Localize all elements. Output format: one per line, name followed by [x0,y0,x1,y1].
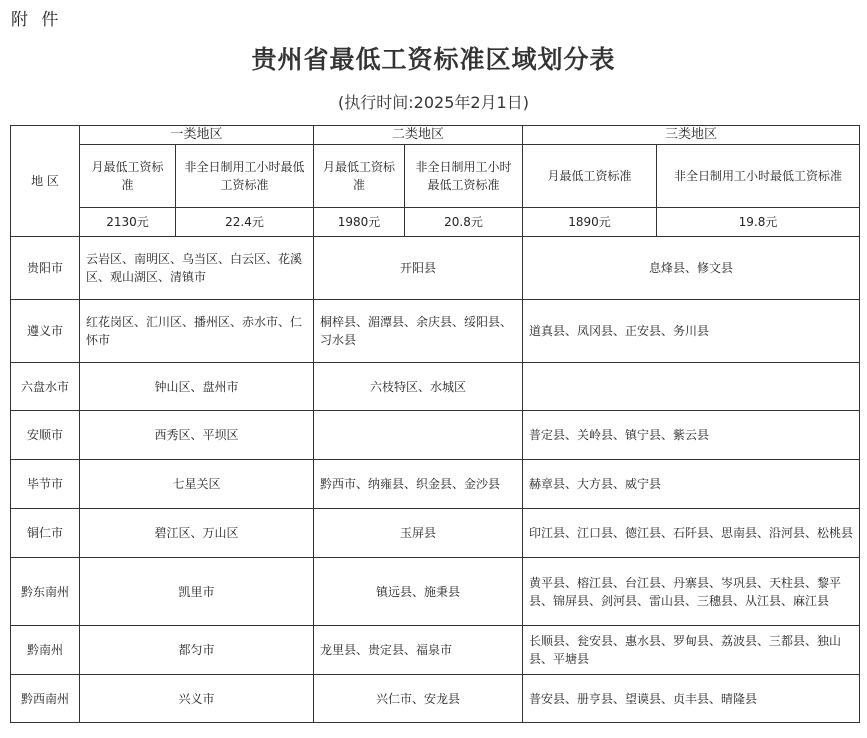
page-title: 贵州省最低工资标准区域划分表 [251,45,616,74]
category-2-areas: 兴仁市、安龙县 [314,675,523,723]
region-name: 毕节市 [11,460,80,509]
wage-region-table [10,125,860,723]
region-name: 铜仁市 [11,509,80,558]
category-2-header: 二类地区 [314,126,523,145]
category-3-areas: 普安县、册亨县、望谟县、贞丰县、晴隆县 [523,675,860,723]
category-3-areas: 赫章县、大方县、威宁县 [523,460,860,509]
category-3-hourly-label: 非全日制用工小时最低工资标准 [657,145,860,208]
table-row [11,626,860,675]
category-3-areas: 黄平县、榕江县、台江县、丹寨县、岑巩县、天柱县、黎平县、锦屏县、剑河县、雷山县、三穗县、从江县、麻江县 [523,558,860,626]
category-1-areas: 钟山区、盘州市 [80,363,314,411]
category-3-areas: 息烽县、修文县 [523,237,860,300]
category-1-areas: 西秀区、平坝区 [80,411,314,460]
table-row [11,460,860,509]
region-name: 安顺市 [11,411,80,460]
category-1-areas: 云岩区、南明区、乌当区、白云区、花溪区、观山湖区、清镇市 [80,237,314,300]
category-3-areas: 道真县、凤冈县、正安县、务川县 [523,300,860,363]
table-row [11,675,860,723]
category-1-areas: 凯里市 [80,558,314,626]
category-1-hourly-label: 非全日制用工小时最低工资标准 [176,145,314,208]
category-2-areas: 六枝特区、水城区 [314,363,523,411]
category-2-areas: 开阳县 [314,237,523,300]
region-name: 黔东南州 [11,558,80,626]
category-2-monthly-value: 1980元 [314,208,405,237]
category-1-areas: 七星关区 [80,460,314,509]
category-2-areas: 镇远县、施秉县 [314,558,523,626]
category-1-areas: 兴义市 [80,675,314,723]
category-2-hourly-value: 20.8元 [405,208,523,237]
category-2-hourly-label: 非全日制用工小时最低工资标准 [405,145,523,208]
category-1-monthly-value: 2130元 [80,208,176,237]
category-3-areas: 印江县、江口县、德江县、石阡县、思南县、沿河县、松桃县 [523,509,860,558]
attachment-label: 附 件 [11,10,63,30]
region-name: 黔南州 [11,626,80,675]
table-row [11,363,860,411]
table-row [11,300,860,363]
category-3-areas: 普定县、关岭县、镇宁县、紫云县 [523,411,860,460]
region-name: 遵义市 [11,300,80,363]
region-name: 黔西南州 [11,675,80,723]
category-1-areas: 都匀市 [80,626,314,675]
category-1-header: 一类地区 [80,126,314,145]
category-3-hourly-value: 19.8元 [657,208,860,237]
category-1-monthly-label: 月最低工资标准 [80,145,176,208]
category-3-areas [523,363,860,411]
category-1-hourly-value: 22.4元 [176,208,314,237]
category-2-areas [314,411,523,460]
page-subtitle: (执行时间:2025年2月1日) [338,93,529,112]
category-2-areas: 桐梓县、湄潭县、余庆县、绥阳县、习水县 [314,300,523,363]
region-name: 六盘水市 [11,363,80,411]
table-row [11,411,860,460]
category-3-header: 三类地区 [523,126,860,145]
table-row [11,237,860,300]
region-header: 地 区 [11,126,80,237]
category-2-areas: 玉屏县 [314,509,523,558]
category-3-monthly-label: 月最低工资标准 [523,145,657,208]
category-1-areas: 碧江区、万山区 [80,509,314,558]
category-1-areas: 红花岗区、汇川区、播州区、赤水市、仁怀市 [80,300,314,363]
table-row [11,558,860,626]
category-2-monthly-label: 月最低工资标准 [314,145,405,208]
category-3-monthly-value: 1890元 [523,208,657,237]
region-name: 贵阳市 [11,237,80,300]
table-row [11,509,860,558]
category-2-areas: 龙里县、贵定县、福泉市 [314,626,523,675]
category-2-areas: 黔西市、纳雍县、织金县、金沙县 [314,460,523,509]
category-3-areas: 长顺县、瓮安县、惠水县、罗甸县、荔波县、三都县、独山县、平塘县 [523,626,860,675]
